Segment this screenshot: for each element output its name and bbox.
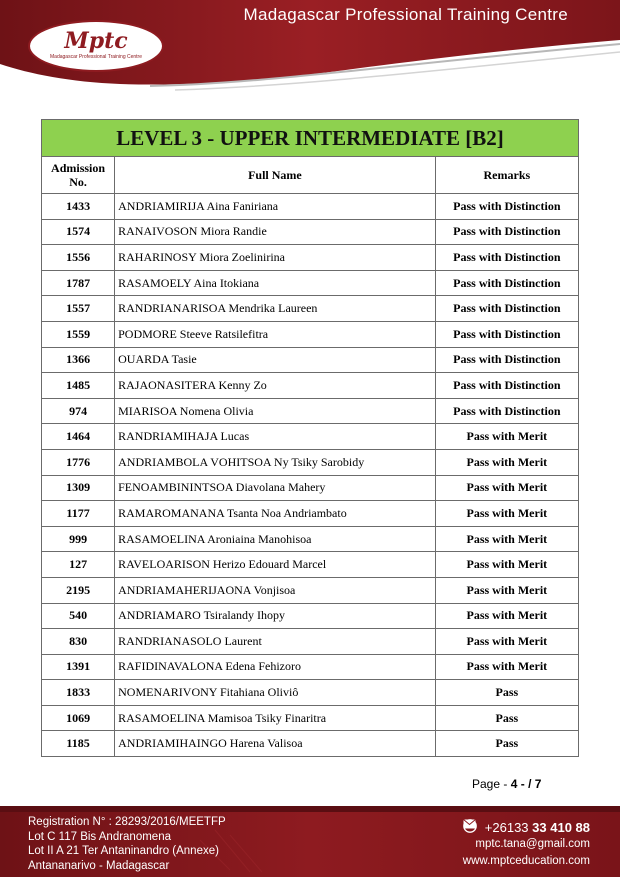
admission-no-cell: 1069 [42,705,115,731]
full-name-cell: PODMORE Steeve Ratsilefitra [115,321,436,347]
admission-no-cell: 1464 [42,424,115,450]
full-name-cell: RANAIVOSON Miora Randie [115,219,436,245]
table-row [42,680,579,706]
table-row [42,219,579,245]
admission-no-cell: 830 [42,629,115,655]
remarks-cell: Pass with Distinction [435,296,578,322]
full-name-cell: RAMAROMANANA Tsanta Noa Andriambato [115,501,436,527]
admission-no-cell: 1557 [42,296,115,322]
column-header-remarks: Remarks [435,157,578,194]
mptc-logo [28,20,164,72]
page-separator: - / [520,777,532,791]
table-row [42,552,579,578]
results-table [41,119,579,757]
admission-no-cell: 974 [42,398,115,424]
admission-no-cell: 1366 [42,347,115,373]
admission-no-cell: 1776 [42,449,115,475]
table-row [42,731,579,757]
phone-number[interactable]: 33 410 88 [532,820,590,835]
remarks-cell: Pass with Merit [435,449,578,475]
admission-no-cell: 1391 [42,654,115,680]
remarks-cell: Pass with Merit [435,577,578,603]
admission-no-cell: 1433 [42,194,115,220]
admission-no-cell: 1485 [42,373,115,399]
table-row [42,270,579,296]
remarks-cell: Pass with Merit [435,552,578,578]
page-current: 4 [510,777,518,791]
table-row [42,398,579,424]
admission-no-cell: 1787 [42,270,115,296]
level-title: LEVEL 3 - UPPER INTERMEDIATE [B2] [42,120,579,157]
admission-no-cell: 1185 [42,731,115,757]
remarks-cell: Pass with Merit [435,424,578,450]
remarks-cell: Pass with Merit [435,501,578,527]
website-link[interactable]: www.mptceducation.com [462,855,590,867]
remarks-cell: Pass with Distinction [435,347,578,373]
admission-no-cell: 1559 [42,321,115,347]
admission-no-cell: 1833 [42,680,115,706]
table-row [42,501,579,527]
address-line-2: Lot II A 21 Ter Antaninandro (Annexe) [28,845,219,857]
page-label: Page - [472,777,508,791]
page-footer [0,800,620,877]
full-name-cell: RAHARINOSY Miora Zoelinirina [115,245,436,271]
admission-no-cell: 1556 [42,245,115,271]
registration-number: Registration N° : 28293/2016/MEETFP [28,816,226,828]
full-name-cell: RASAMOELINA Mamisoa Tsiky Finaritra [115,705,436,731]
remarks-cell: Pass with Merit [435,629,578,655]
email-link[interactable]: mptc.tana@gmail.com [475,838,590,850]
table-row [42,475,579,501]
table-row [42,603,579,629]
admission-no-cell: 127 [42,552,115,578]
full-name-cell: RAVELOARISON Herizo Edouard Marcel [115,552,436,578]
table-row [42,424,579,450]
table-row [42,577,579,603]
logo-subtext: Madagascar Professional Training Centre [50,54,142,60]
remarks-cell: Pass with Distinction [435,270,578,296]
admission-no-cell: 1574 [42,219,115,245]
remarks-cell: Pass [435,705,578,731]
full-name-cell: RASAMOELINA Aroniaina Manohisoa [115,526,436,552]
full-name-cell: NOMENARIVONY Fitahiana Oliviô [115,680,436,706]
table-row [42,296,579,322]
page-number [472,777,541,791]
table-row [42,629,579,655]
remarks-cell: Pass with Distinction [435,194,578,220]
footer-address-block [28,815,226,873]
full-name-cell: ANDRIAMIRIJA Aina Faniriana [115,194,436,220]
full-name-cell: ANDRIAMARO Tsiralandy Ihopy [115,603,436,629]
table-row [42,373,579,399]
remarks-cell: Pass with Merit [435,654,578,680]
full-name-cell: RAJAONASITERA Kenny Zo [115,373,436,399]
admission-no-cell: 1309 [42,475,115,501]
address-line-1: Lot C 117 Bis Andranomena [28,830,171,843]
admission-no-cell: 540 [42,603,115,629]
full-name-cell: ANDRIAMBOLA VOHITSOA Ny Tsiky Sarobidy [115,449,436,475]
full-name-cell: RANDRIANARISOA Mendrika Laureen [115,296,436,322]
table-row [42,245,579,271]
phone-line [463,819,590,836]
remarks-cell: Pass with Distinction [435,398,578,424]
full-name-cell: RASAMOELY Aina Itokiana [115,270,436,296]
logo-text: Mptc [64,28,128,54]
column-header-admission-no: Admission No. [42,157,115,194]
full-name-cell: RAFIDINAVALONA Edena Fehizoro [115,654,436,680]
footer-contact-block [463,819,590,870]
full-name-cell: OUARDA Tasie [115,347,436,373]
address-line-3: Antananarivo - Madagascar [28,859,170,872]
full-name-cell: MIARISOA Nomena Olivia [115,398,436,424]
table-row [42,449,579,475]
full-name-cell: RANDRIANASOLO Laurent [115,629,436,655]
header-title: Madagascar Professional Training Centre [243,5,568,24]
table-row [42,526,579,552]
full-name-cell: ANDRIAMIHAINGO Harena Valisoa [115,731,436,757]
results-table-body [42,194,579,757]
page-header [0,0,620,92]
remarks-cell: Pass with Distinction [435,373,578,399]
admission-no-cell: 1177 [42,501,115,527]
phone-prefix: +26133 [484,820,529,835]
page-total: 7 [534,777,542,791]
remarks-cell: Pass with Merit [435,475,578,501]
remarks-cell: Pass with Distinction [435,321,578,347]
column-header-full-name: Full Name [115,157,436,194]
table-row [42,705,579,731]
remarks-cell: Pass [435,680,578,706]
table-row [42,654,579,680]
remarks-cell: Pass with Distinction [435,219,578,245]
full-name-cell: ANDRIAMAHERIJAONA Vonjisoa [115,577,436,603]
remarks-cell: Pass with Merit [435,603,578,629]
column-header-row [42,157,579,194]
email-line [463,836,590,853]
remarks-cell: Pass with Distinction [435,245,578,271]
table-row [42,321,579,347]
remarks-cell: Pass with Merit [435,526,578,552]
admission-no-cell: 999 [42,526,115,552]
level-title-row [42,120,579,157]
table-row [42,194,579,220]
remarks-cell: Pass [435,731,578,757]
admission-no-cell: 2195 [42,577,115,603]
table-row [42,347,579,373]
full-name-cell: RANDRIAMIHAJA Lucas [115,424,436,450]
full-name-cell: FENOAMBININTSOA Diavolana Mahery [115,475,436,501]
